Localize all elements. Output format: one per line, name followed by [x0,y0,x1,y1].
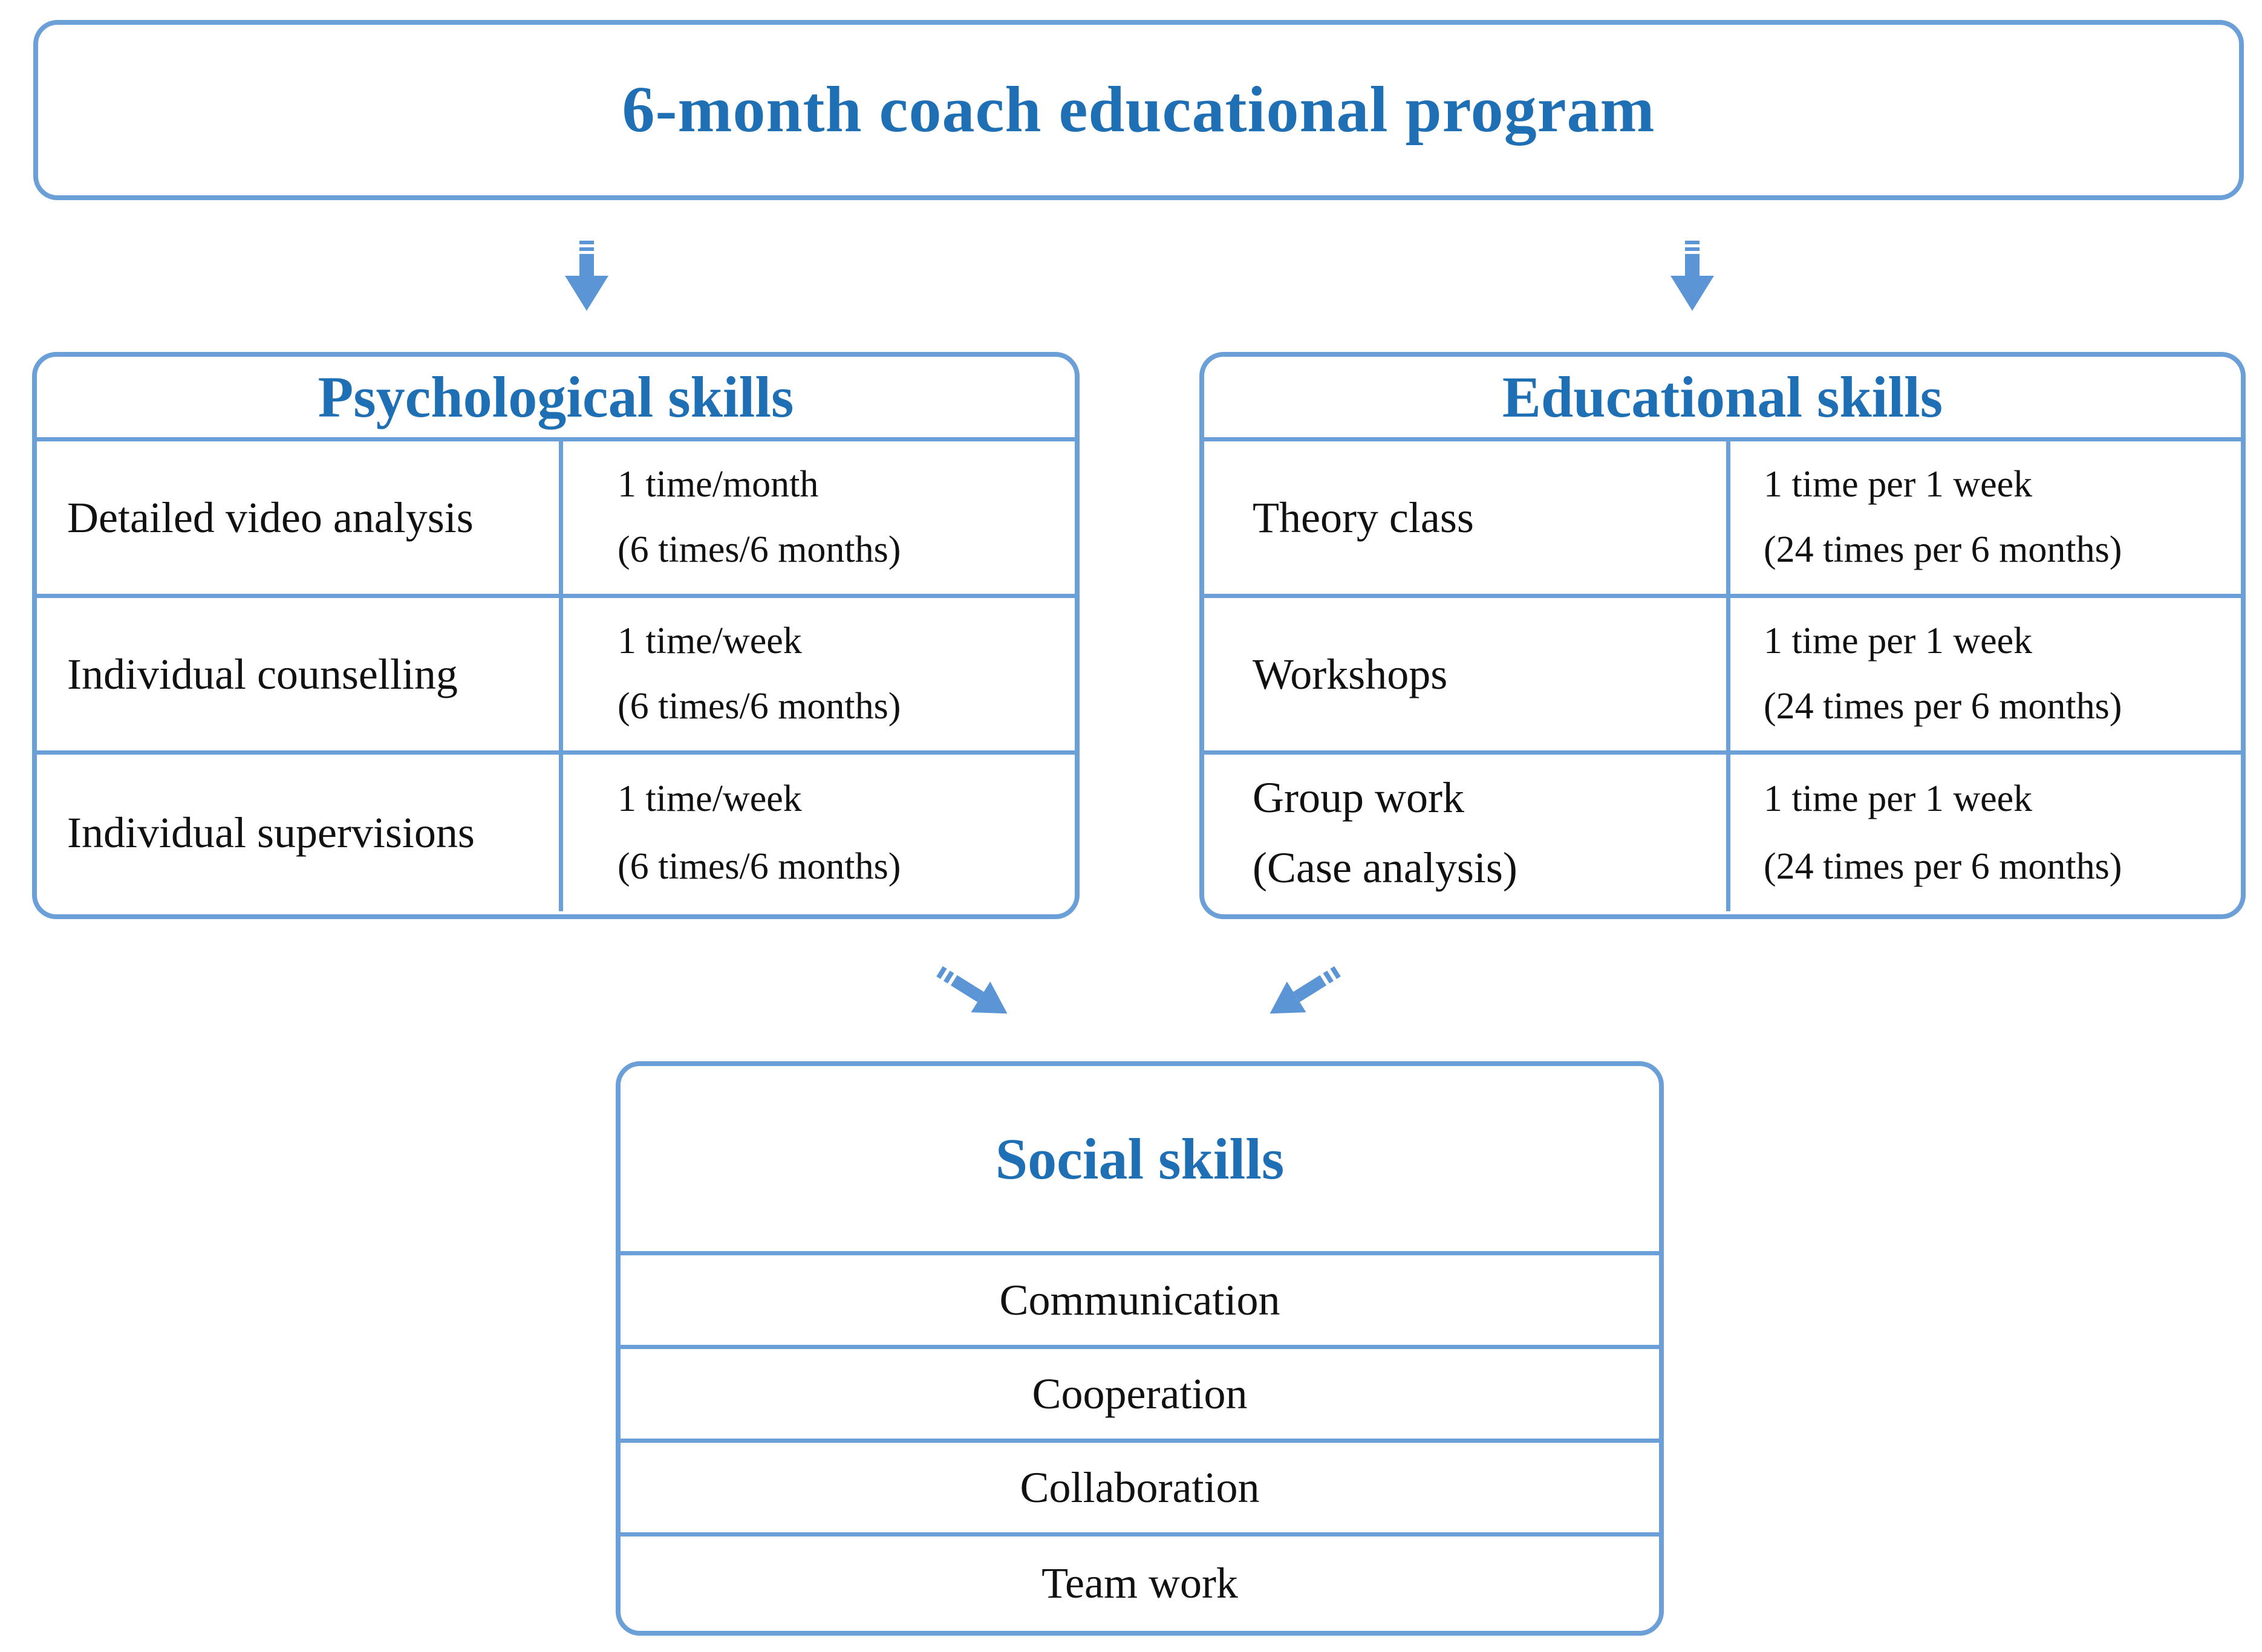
frequency-total-label: (6 times/6 months) [618,529,901,571]
frequency-label: 1 time/month [618,464,819,506]
activity-label: Individual counselling [67,649,458,698]
activity-cell [1204,755,1730,911]
social-skills-panel [616,1061,1664,1636]
activity-sublabel: (Case analysis) [1253,843,1517,892]
list-item: Cooperation [621,1349,1659,1443]
arrow-down-left-icon [562,241,611,312]
list-item: Communication [621,1255,1659,1349]
activity-label: Group work [1253,773,1464,822]
frequency-label: 1 time per 1 week [1764,620,2033,662]
table-row [37,441,1075,598]
list-item: Team work [1041,1559,1238,1607]
arrow-diagonal-right-icon [934,961,1019,1022]
social-skills-heading: Social skills [621,1066,1659,1255]
list-item: Collaboration [621,1443,1659,1537]
frequency-label: 1 time/week [618,778,802,820]
frequency-cell [563,755,1075,911]
activity-cell [1204,441,1730,594]
activity-cell [37,755,563,911]
table-row [1204,441,2241,598]
psychological-skills-heading: Psychological skills [37,357,1075,441]
table-row [37,598,1075,755]
arrow-diagonal-left-icon [1258,961,1343,1022]
psychological-skills-panel [32,352,1080,919]
activity-label: Theory class [1253,493,1474,542]
activity-label: Workshops [1253,649,1448,698]
activity-cell [1204,598,1730,750]
frequency-total-label: (24 times per 6 months) [1764,845,2122,887]
educational-skills-heading: Educational skills [1204,357,2241,441]
table-row [1204,755,2241,911]
frequency-cell [1730,598,2241,750]
arrow-down-right-icon [1668,241,1716,312]
frequency-label: 1 time/week [618,620,802,662]
activity-label: Individual supervisions [67,808,475,857]
program-title: 6-month coach educational program [622,74,1655,146]
activity-cell [37,441,563,594]
activity-cell [37,598,563,750]
frequency-total-label: (24 times per 6 months) [1764,529,2122,571]
frequency-cell [563,598,1075,750]
program-title-box [33,20,2244,200]
educational-skills-panel [1199,352,2246,919]
frequency-total-label: (24 times per 6 months) [1764,686,2122,727]
frequency-label: 1 time per 1 week [1764,778,2033,820]
frequency-cell [1730,441,2241,594]
table-row [1204,598,2241,755]
frequency-cell [1730,755,2241,911]
frequency-label: 1 time per 1 week [1764,464,2033,506]
frequency-total-label: (6 times/6 months) [618,686,901,727]
table-row [37,755,1075,911]
activity-label: Detailed video analysis [67,493,474,542]
frequency-cell [563,441,1075,594]
frequency-total-label: (6 times/6 months) [618,845,901,887]
